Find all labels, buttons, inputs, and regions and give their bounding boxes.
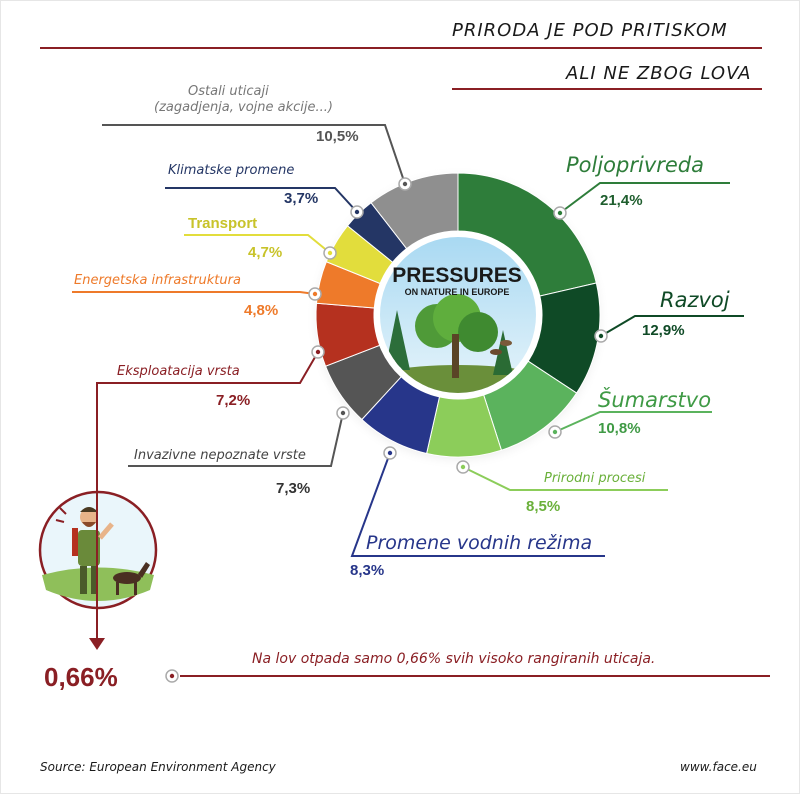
dot-hunting (166, 670, 178, 682)
label-ostali-line2: (zagadjenja, vojne akcije...) (154, 100, 333, 115)
value-energetska: 4,8% (244, 302, 279, 319)
value-eksploatacija: 7,2% (216, 392, 251, 409)
center-badge-title: PRESSURES (392, 264, 522, 287)
label-poljoprivreda: Poljoprivreda (566, 153, 705, 177)
dot-sumarstvo (549, 426, 561, 438)
label-transport: Transport (188, 215, 258, 232)
dot-eksploatacija (312, 346, 324, 358)
value-transport: 4,7% (248, 244, 283, 261)
center-badge-subtitle: ON NATURE IN EUROPE (404, 287, 510, 297)
label-sumarstvo: Šumarstvo (598, 388, 712, 412)
leader-energetska (72, 292, 315, 294)
value-vodni: 8,3% (350, 562, 385, 579)
value-ostali: 10,5% (316, 128, 359, 145)
title-line-2: ALI NE ZBOG LOVA (566, 63, 752, 84)
hunting-value: 0,66% (44, 662, 118, 692)
dot-razvoj (595, 330, 607, 342)
source-text: Source: European Environment Agency (40, 760, 276, 774)
label-klimatske: Klimatske promene (168, 163, 295, 178)
value-klimatske: 3,7% (284, 190, 319, 207)
value-poljoprivreda: 21,4% (600, 192, 643, 209)
label-energetska: Energetska infrastruktura (74, 273, 241, 288)
label-invazivne: Invazivne nepoznate vrste (134, 448, 306, 463)
value-razvoj: 12,9% (642, 322, 685, 339)
label-razvoj: Razvoj (660, 288, 730, 312)
leader-poljoprivreda (560, 183, 730, 213)
title-line-1: PRIRODA JE POD PRITISKOM (452, 20, 728, 41)
leader-klimatske (165, 188, 357, 212)
site-url: www.face.eu (680, 760, 757, 774)
dot-energetska (309, 288, 321, 300)
dot-klimatske (351, 206, 363, 218)
dot-invazivne (337, 407, 349, 419)
label-ostali-line1: Ostali uticaji (188, 84, 269, 99)
value-sumarstvo: 10,8% (598, 420, 641, 437)
hunting-text: Na lov otpada samo 0,66% svih visoko rangiranih uticaja. (252, 651, 656, 667)
dot-prirodni (457, 461, 469, 473)
value-invazivne: 7,3% (276, 480, 311, 497)
label-vodni: Promene vodnih režima (366, 532, 593, 554)
label-prirodni: Prirodni procesi (544, 471, 646, 486)
value-prirodni: 8,5% (526, 498, 561, 515)
dot-poljoprivreda (554, 207, 566, 219)
dot-transport (324, 247, 336, 259)
hunting-arrow-head (89, 638, 105, 650)
label-eksploatacija: Eksploatacija vrsta (117, 364, 240, 379)
dot-vodni (384, 447, 396, 459)
dot-ostali (399, 178, 411, 190)
